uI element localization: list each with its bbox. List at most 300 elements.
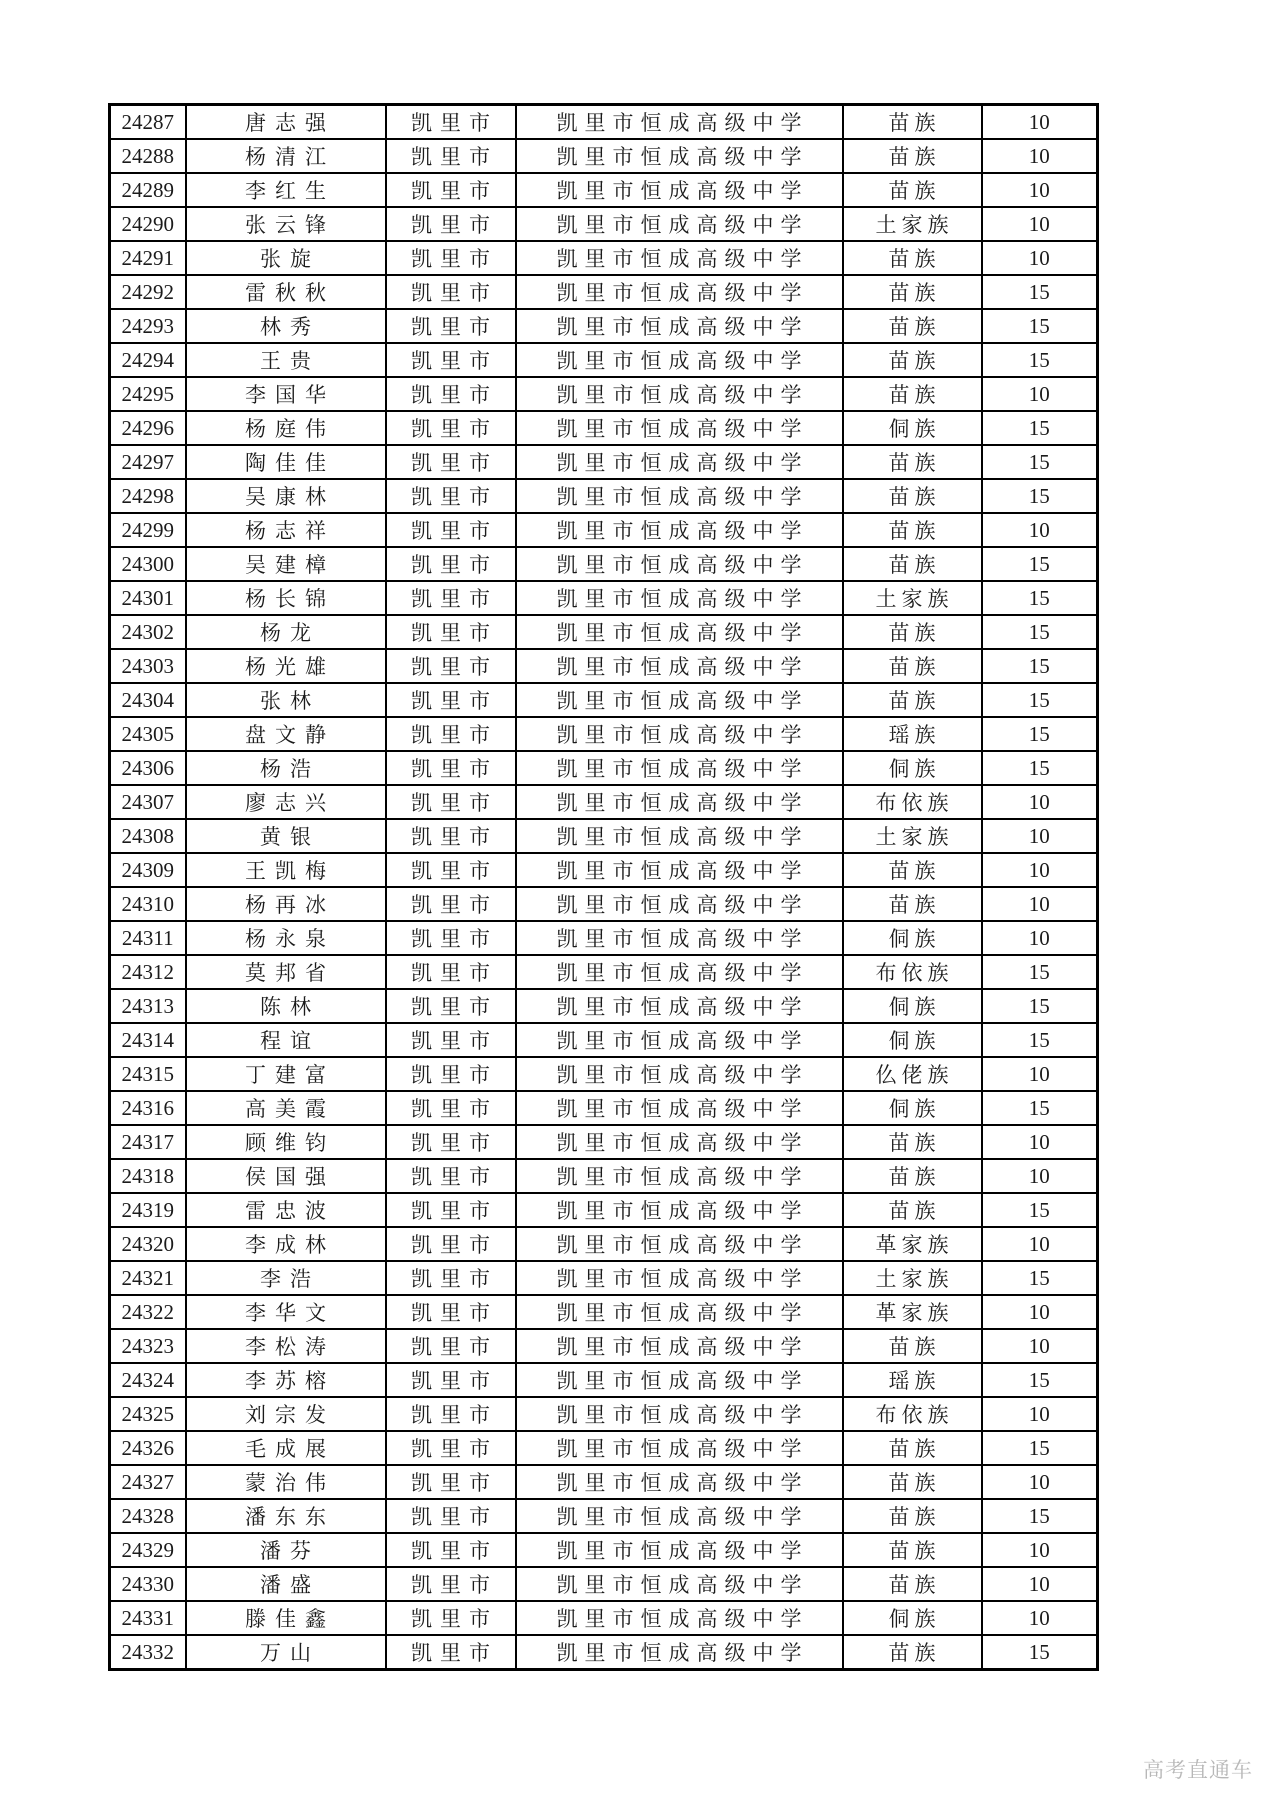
cell-name: 万山 <box>186 1635 386 1670</box>
cell-city: 凯里市 <box>386 649 516 683</box>
cell-city: 凯里市 <box>386 1601 516 1635</box>
cell-exam-id: 24320 <box>110 1227 186 1261</box>
table-row <box>110 173 1098 207</box>
cell-exam-id: 24325 <box>110 1397 186 1431</box>
table-row <box>110 1261 1098 1295</box>
cell-school: 凯里市恒成高级中学 <box>516 1533 843 1567</box>
cell-school: 凯里市恒成高级中学 <box>516 445 843 479</box>
table-row <box>110 785 1098 819</box>
cell-school: 凯里市恒成高级中学 <box>516 887 843 921</box>
table-row <box>110 1465 1098 1499</box>
cell-city: 凯里市 <box>386 309 516 343</box>
cell-exam-id: 24302 <box>110 615 186 649</box>
cell-exam-id: 24290 <box>110 207 186 241</box>
cell-school: 凯里市恒成高级中学 <box>516 1125 843 1159</box>
table-row <box>110 513 1098 547</box>
cell-ethnicity: 苗族 <box>843 683 982 717</box>
cell-exam-id: 24295 <box>110 377 186 411</box>
table-row <box>110 1567 1098 1601</box>
cell-exam-id: 24331 <box>110 1601 186 1635</box>
cell-city: 凯里市 <box>386 1125 516 1159</box>
table-row <box>110 921 1098 955</box>
cell-exam-id: 24327 <box>110 1465 186 1499</box>
cell-school: 凯里市恒成高级中学 <box>516 1635 843 1670</box>
cell-school: 凯里市恒成高级中学 <box>516 1567 843 1601</box>
cell-ethnicity: 土家族 <box>843 581 982 615</box>
cell-ethnicity: 苗族 <box>843 1193 982 1227</box>
cell-city: 凯里市 <box>386 173 516 207</box>
table-row <box>110 1193 1098 1227</box>
table-row <box>110 1431 1098 1465</box>
cell-points: 15 <box>982 1261 1098 1295</box>
cell-name: 杨庭伟 <box>186 411 386 445</box>
cell-exam-id: 24314 <box>110 1023 186 1057</box>
cell-points: 10 <box>982 819 1098 853</box>
table-row <box>110 955 1098 989</box>
cell-points: 15 <box>982 581 1098 615</box>
cell-ethnicity: 瑶族 <box>843 717 982 751</box>
cell-exam-id: 24326 <box>110 1431 186 1465</box>
cell-name: 顾维钧 <box>186 1125 386 1159</box>
cell-points: 10 <box>982 1057 1098 1091</box>
cell-school: 凯里市恒成高级中学 <box>516 1601 843 1635</box>
cell-points: 15 <box>982 955 1098 989</box>
cell-exam-id: 24319 <box>110 1193 186 1227</box>
cell-school: 凯里市恒成高级中学 <box>516 615 843 649</box>
cell-city: 凯里市 <box>386 1567 516 1601</box>
cell-exam-id: 24324 <box>110 1363 186 1397</box>
table-row <box>110 581 1098 615</box>
cell-ethnicity: 土家族 <box>843 207 982 241</box>
cell-points: 15 <box>982 649 1098 683</box>
cell-name: 李苏榕 <box>186 1363 386 1397</box>
cell-points: 10 <box>982 921 1098 955</box>
cell-exam-id: 24301 <box>110 581 186 615</box>
cell-school: 凯里市恒成高级中学 <box>516 989 843 1023</box>
cell-name: 李华文 <box>186 1295 386 1329</box>
cell-exam-id: 24299 <box>110 513 186 547</box>
cell-ethnicity: 苗族 <box>843 105 982 140</box>
cell-city: 凯里市 <box>386 275 516 309</box>
cell-name: 雷忠波 <box>186 1193 386 1227</box>
table-row <box>110 1125 1098 1159</box>
cell-name: 王贵 <box>186 343 386 377</box>
cell-ethnicity: 侗族 <box>843 989 982 1023</box>
cell-points: 10 <box>982 1125 1098 1159</box>
cell-ethnicity: 苗族 <box>843 1533 982 1567</box>
cell-school: 凯里市恒成高级中学 <box>516 853 843 887</box>
cell-points: 10 <box>982 785 1098 819</box>
cell-points: 10 <box>982 139 1098 173</box>
cell-ethnicity: 苗族 <box>843 1499 982 1533</box>
table-row <box>110 377 1098 411</box>
cell-name: 李国华 <box>186 377 386 411</box>
cell-ethnicity: 苗族 <box>843 615 982 649</box>
cell-name: 李成林 <box>186 1227 386 1261</box>
cell-points: 10 <box>982 1227 1098 1261</box>
cell-ethnicity: 苗族 <box>843 1567 982 1601</box>
cell-points: 10 <box>982 241 1098 275</box>
cell-name: 吴建樟 <box>186 547 386 581</box>
cell-name: 唐志强 <box>186 105 386 140</box>
cell-exam-id: 24312 <box>110 955 186 989</box>
cell-name: 毛成展 <box>186 1431 386 1465</box>
cell-exam-id: 24306 <box>110 751 186 785</box>
cell-city: 凯里市 <box>386 1533 516 1567</box>
cell-city: 凯里市 <box>386 377 516 411</box>
cell-points: 10 <box>982 377 1098 411</box>
cell-name: 李松涛 <box>186 1329 386 1363</box>
cell-points: 10 <box>982 1465 1098 1499</box>
cell-city: 凯里市 <box>386 105 516 140</box>
cell-school: 凯里市恒成高级中学 <box>516 1431 843 1465</box>
cell-name: 刘宗发 <box>186 1397 386 1431</box>
cell-exam-id: 24297 <box>110 445 186 479</box>
table-row <box>110 1499 1098 1533</box>
cell-exam-id: 24310 <box>110 887 186 921</box>
table-row <box>110 887 1098 921</box>
cell-name: 丁建富 <box>186 1057 386 1091</box>
table-row <box>110 1159 1098 1193</box>
cell-ethnicity: 苗族 <box>843 1125 982 1159</box>
table-row <box>110 139 1098 173</box>
table-row <box>110 989 1098 1023</box>
cell-exam-id: 24323 <box>110 1329 186 1363</box>
cell-name: 滕佳鑫 <box>186 1601 386 1635</box>
cell-school: 凯里市恒成高级中学 <box>516 207 843 241</box>
cell-ethnicity: 侗族 <box>843 751 982 785</box>
cell-city: 凯里市 <box>386 445 516 479</box>
cell-ethnicity: 苗族 <box>843 513 982 547</box>
cell-name: 蒙治伟 <box>186 1465 386 1499</box>
cell-city: 凯里市 <box>386 547 516 581</box>
cell-ethnicity: 苗族 <box>843 479 982 513</box>
cell-name: 杨再冰 <box>186 887 386 921</box>
cell-exam-id: 24330 <box>110 1567 186 1601</box>
cell-school: 凯里市恒成高级中学 <box>516 717 843 751</box>
cell-points: 15 <box>982 479 1098 513</box>
table-row <box>110 445 1098 479</box>
cell-exam-id: 24328 <box>110 1499 186 1533</box>
cell-ethnicity: 侗族 <box>843 411 982 445</box>
table-row <box>110 275 1098 309</box>
cell-points: 10 <box>982 853 1098 887</box>
cell-ethnicity: 苗族 <box>843 1329 982 1363</box>
cell-exam-id: 24288 <box>110 139 186 173</box>
table-row <box>110 1635 1098 1670</box>
cell-exam-id: 24311 <box>110 921 186 955</box>
cell-points: 10 <box>982 513 1098 547</box>
cell-ethnicity: 革家族 <box>843 1295 982 1329</box>
cell-school: 凯里市恒成高级中学 <box>516 581 843 615</box>
cell-school: 凯里市恒成高级中学 <box>516 955 843 989</box>
cell-city: 凯里市 <box>386 921 516 955</box>
cell-ethnicity: 布依族 <box>843 785 982 819</box>
cell-ethnicity: 苗族 <box>843 1465 982 1499</box>
cell-name: 高美霞 <box>186 1091 386 1125</box>
cell-school: 凯里市恒成高级中学 <box>516 513 843 547</box>
cell-name: 盘文静 <box>186 717 386 751</box>
table-row <box>110 1533 1098 1567</box>
table-row <box>110 105 1098 140</box>
cell-city: 凯里市 <box>386 513 516 547</box>
table-row <box>110 309 1098 343</box>
cell-school: 凯里市恒成高级中学 <box>516 1057 843 1091</box>
table-row <box>110 547 1098 581</box>
table-row <box>110 683 1098 717</box>
table-row <box>110 1227 1098 1261</box>
cell-name: 李浩 <box>186 1261 386 1295</box>
cell-exam-id: 24315 <box>110 1057 186 1091</box>
cell-ethnicity: 侗族 <box>843 1091 982 1125</box>
cell-school: 凯里市恒成高级中学 <box>516 139 843 173</box>
table-row <box>110 853 1098 887</box>
cell-name: 张旋 <box>186 241 386 275</box>
cell-points: 15 <box>982 683 1098 717</box>
cell-points: 15 <box>982 1193 1098 1227</box>
cell-ethnicity: 苗族 <box>843 1635 982 1670</box>
cell-name: 林秀 <box>186 309 386 343</box>
cell-points: 15 <box>982 309 1098 343</box>
cell-city: 凯里市 <box>386 1363 516 1397</box>
cell-exam-id: 24294 <box>110 343 186 377</box>
cell-exam-id: 24318 <box>110 1159 186 1193</box>
cell-ethnicity: 侗族 <box>843 1023 982 1057</box>
cell-city: 凯里市 <box>386 411 516 445</box>
cell-points: 15 <box>982 547 1098 581</box>
cell-points: 10 <box>982 1567 1098 1601</box>
cell-ethnicity: 苗族 <box>843 377 982 411</box>
cell-points: 15 <box>982 275 1098 309</box>
cell-points: 15 <box>982 989 1098 1023</box>
cell-city: 凯里市 <box>386 1023 516 1057</box>
cell-city: 凯里市 <box>386 1159 516 1193</box>
cell-school: 凯里市恒成高级中学 <box>516 105 843 140</box>
cell-school: 凯里市恒成高级中学 <box>516 343 843 377</box>
cell-exam-id: 24322 <box>110 1295 186 1329</box>
cell-points: 10 <box>982 1397 1098 1431</box>
cell-ethnicity: 革家族 <box>843 1227 982 1261</box>
cell-ethnicity: 苗族 <box>843 241 982 275</box>
cell-points: 15 <box>982 1023 1098 1057</box>
cell-school: 凯里市恒成高级中学 <box>516 1329 843 1363</box>
cell-city: 凯里市 <box>386 581 516 615</box>
cell-city: 凯里市 <box>386 887 516 921</box>
cell-ethnicity: 苗族 <box>843 1431 982 1465</box>
cell-name: 杨志祥 <box>186 513 386 547</box>
cell-school: 凯里市恒成高级中学 <box>516 173 843 207</box>
cell-exam-id: 24317 <box>110 1125 186 1159</box>
cell-name: 廖志兴 <box>186 785 386 819</box>
cell-points: 15 <box>982 411 1098 445</box>
cell-points: 15 <box>982 1499 1098 1533</box>
table-row <box>110 1329 1098 1363</box>
cell-exam-id: 24303 <box>110 649 186 683</box>
table-row <box>110 615 1098 649</box>
table-row <box>110 207 1098 241</box>
cell-ethnicity: 苗族 <box>843 173 982 207</box>
cell-points: 15 <box>982 615 1098 649</box>
cell-points: 15 <box>982 1635 1098 1670</box>
cell-name: 杨光雄 <box>186 649 386 683</box>
cell-name: 程谊 <box>186 1023 386 1057</box>
cell-city: 凯里市 <box>386 751 516 785</box>
table-row <box>110 1363 1098 1397</box>
cell-exam-id: 24293 <box>110 309 186 343</box>
cell-city: 凯里市 <box>386 955 516 989</box>
cell-points: 10 <box>982 173 1098 207</box>
cell-exam-id: 24332 <box>110 1635 186 1670</box>
table-row <box>110 1397 1098 1431</box>
cell-school: 凯里市恒成高级中学 <box>516 1193 843 1227</box>
cell-exam-id: 24305 <box>110 717 186 751</box>
cell-school: 凯里市恒成高级中学 <box>516 649 843 683</box>
cell-ethnicity: 土家族 <box>843 819 982 853</box>
cell-ethnicity: 苗族 <box>843 275 982 309</box>
cell-exam-id: 24316 <box>110 1091 186 1125</box>
cell-exam-id: 24287 <box>110 105 186 140</box>
cell-school: 凯里市恒成高级中学 <box>516 1397 843 1431</box>
table-row <box>110 411 1098 445</box>
table-row <box>110 1091 1098 1125</box>
cell-school: 凯里市恒成高级中学 <box>516 1295 843 1329</box>
table-row <box>110 343 1098 377</box>
cell-points: 10 <box>982 1159 1098 1193</box>
cell-ethnicity: 苗族 <box>843 1159 982 1193</box>
cell-exam-id: 24289 <box>110 173 186 207</box>
cell-ethnicity: 土家族 <box>843 1261 982 1295</box>
cell-name: 杨龙 <box>186 615 386 649</box>
cell-name: 张云锋 <box>186 207 386 241</box>
cell-exam-id: 24300 <box>110 547 186 581</box>
table-row <box>110 241 1098 275</box>
cell-city: 凯里市 <box>386 1261 516 1295</box>
cell-points: 15 <box>982 343 1098 377</box>
cell-city: 凯里市 <box>386 241 516 275</box>
cell-exam-id: 24321 <box>110 1261 186 1295</box>
cell-school: 凯里市恒成高级中学 <box>516 1227 843 1261</box>
cell-exam-id: 24296 <box>110 411 186 445</box>
cell-name: 张林 <box>186 683 386 717</box>
cell-city: 凯里市 <box>386 1057 516 1091</box>
cell-city: 凯里市 <box>386 207 516 241</box>
cell-ethnicity: 苗族 <box>843 887 982 921</box>
cell-school: 凯里市恒成高级中学 <box>516 547 843 581</box>
cell-ethnicity: 布依族 <box>843 955 982 989</box>
cell-city: 凯里市 <box>386 853 516 887</box>
cell-ethnicity: 仫佬族 <box>843 1057 982 1091</box>
watermark-text: 高考直通车 <box>1143 1759 1253 1782</box>
cell-points: 15 <box>982 717 1098 751</box>
cell-points: 15 <box>982 1091 1098 1125</box>
cell-exam-id: 24313 <box>110 989 186 1023</box>
cell-city: 凯里市 <box>386 1431 516 1465</box>
cell-name: 侯国强 <box>186 1159 386 1193</box>
cell-points: 15 <box>982 1431 1098 1465</box>
cell-city: 凯里市 <box>386 989 516 1023</box>
cell-school: 凯里市恒成高级中学 <box>516 309 843 343</box>
cell-name: 陈林 <box>186 989 386 1023</box>
cell-exam-id: 24304 <box>110 683 186 717</box>
cell-name: 吴康林 <box>186 479 386 513</box>
cell-school: 凯里市恒成高级中学 <box>516 1159 843 1193</box>
cell-name: 陶佳佳 <box>186 445 386 479</box>
cell-school: 凯里市恒成高级中学 <box>516 1091 843 1125</box>
cell-points: 10 <box>982 105 1098 140</box>
roster-body <box>110 105 1098 1670</box>
table-row <box>110 819 1098 853</box>
cell-exam-id: 24292 <box>110 275 186 309</box>
cell-city: 凯里市 <box>386 1193 516 1227</box>
cell-points: 10 <box>982 887 1098 921</box>
table-row <box>110 1601 1098 1635</box>
cell-school: 凯里市恒成高级中学 <box>516 275 843 309</box>
cell-city: 凯里市 <box>386 785 516 819</box>
cell-school: 凯里市恒成高级中学 <box>516 1023 843 1057</box>
cell-city: 凯里市 <box>386 1499 516 1533</box>
cell-name: 杨清江 <box>186 139 386 173</box>
cell-ethnicity: 瑶族 <box>843 1363 982 1397</box>
cell-city: 凯里市 <box>386 1397 516 1431</box>
cell-school: 凯里市恒成高级中学 <box>516 819 843 853</box>
table-row <box>110 751 1098 785</box>
cell-exam-id: 24308 <box>110 819 186 853</box>
cell-ethnicity: 苗族 <box>843 445 982 479</box>
cell-school: 凯里市恒成高级中学 <box>516 921 843 955</box>
cell-school: 凯里市恒成高级中学 <box>516 411 843 445</box>
cell-school: 凯里市恒成高级中学 <box>516 377 843 411</box>
cell-name: 雷秋秋 <box>186 275 386 309</box>
table-row <box>110 1295 1098 1329</box>
cell-points: 10 <box>982 1295 1098 1329</box>
cell-ethnicity: 苗族 <box>843 649 982 683</box>
cell-points: 10 <box>982 1329 1098 1363</box>
cell-school: 凯里市恒成高级中学 <box>516 479 843 513</box>
cell-name: 潘盛 <box>186 1567 386 1601</box>
cell-city: 凯里市 <box>386 1329 516 1363</box>
cell-exam-id: 24329 <box>110 1533 186 1567</box>
cell-name: 杨永泉 <box>186 921 386 955</box>
cell-name: 潘东东 <box>186 1499 386 1533</box>
cell-school: 凯里市恒成高级中学 <box>516 1363 843 1397</box>
cell-points: 15 <box>982 751 1098 785</box>
cell-school: 凯里市恒成高级中学 <box>516 751 843 785</box>
table-row <box>110 1057 1098 1091</box>
cell-city: 凯里市 <box>386 343 516 377</box>
cell-name: 杨浩 <box>186 751 386 785</box>
cell-name: 王凯梅 <box>186 853 386 887</box>
cell-ethnicity: 苗族 <box>843 547 982 581</box>
cell-ethnicity: 侗族 <box>843 1601 982 1635</box>
cell-points: 10 <box>982 1601 1098 1635</box>
table-row <box>110 649 1098 683</box>
cell-exam-id: 24307 <box>110 785 186 819</box>
cell-city: 凯里市 <box>386 819 516 853</box>
student-roster-table <box>108 103 1099 1671</box>
cell-city: 凯里市 <box>386 615 516 649</box>
cell-name: 杨长锦 <box>186 581 386 615</box>
cell-city: 凯里市 <box>386 683 516 717</box>
cell-school: 凯里市恒成高级中学 <box>516 241 843 275</box>
cell-points: 15 <box>982 445 1098 479</box>
cell-city: 凯里市 <box>386 479 516 513</box>
cell-exam-id: 24298 <box>110 479 186 513</box>
cell-ethnicity: 苗族 <box>843 343 982 377</box>
cell-points: 10 <box>982 207 1098 241</box>
cell-name: 潘芬 <box>186 1533 386 1567</box>
cell-city: 凯里市 <box>386 1465 516 1499</box>
cell-city: 凯里市 <box>386 139 516 173</box>
